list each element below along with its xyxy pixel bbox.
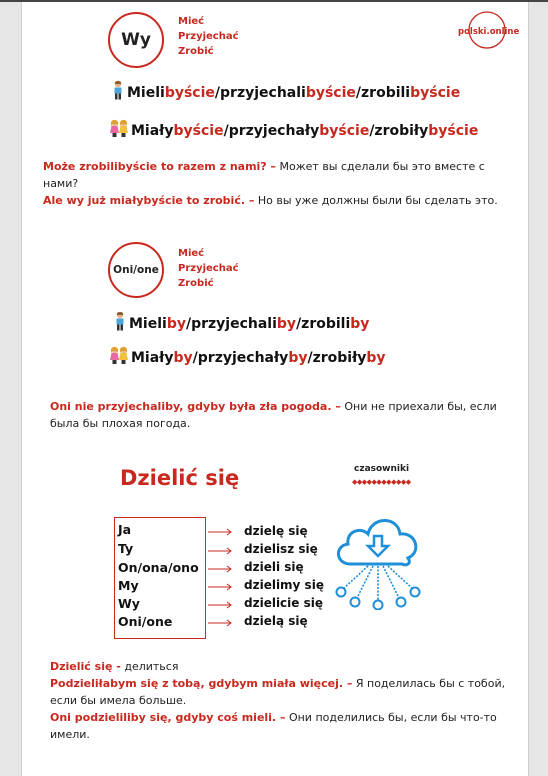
form-ty: dzielisz się [244,542,318,556]
verb-stem: Miały [131,350,174,366]
arrow-right-icon [208,547,234,555]
example-line [50,709,510,743]
russian-translation: Но вы уже должны были бы сделать это. [254,194,498,207]
conditional-ending: by [366,350,386,366]
conditional-ending: by [350,316,370,332]
conditional-ending: by [166,316,186,332]
male-person-icon [113,311,127,335]
pronoun-circle-wy [108,12,164,68]
verb-item: Mieć [178,248,205,259]
pronoun-my: My [118,578,139,593]
verb-item: Zrobić [178,46,214,57]
pronoun-on-ona-ono: On/ona/ono [118,560,199,575]
form-on: dzieli się [244,560,304,574]
document-page [21,2,529,776]
form-wy: dzielicie się [244,596,323,610]
pronoun-label: Oni/one [113,264,159,276]
two-girls-icon [109,345,129,369]
conditional-ending: byście [428,123,479,139]
example-paragraph-3 [50,658,510,743]
conditional-ending: byście [305,85,356,101]
polish-sentence: Oni podzieliliby się, gdyby coś mieli. – [50,711,286,724]
conditional-ending: byście [319,123,370,139]
conjugation-masc-text [127,85,460,101]
polish-sentence: Ale wy już miałybyście to zrobić. – [43,194,255,207]
example-line [43,158,503,192]
pronoun-oni-one: Oni/one [118,614,173,629]
conj-row-masc-1 [111,80,460,104]
conditional-ending: by [276,316,297,332]
verb-stem: /przyjechały [192,350,289,366]
verb-item: Mieć [178,16,205,27]
verb-stem: /przyjechali [185,316,277,332]
conditional-ending: by [173,350,193,366]
verb-stem: /zrobili [296,316,351,332]
verb-title: Dzielić się [120,466,240,490]
arrow-right-icon [208,565,234,573]
two-girls-icon [109,118,129,142]
decorative-dots: ◆◆◆◆◆◆◆◆◆◆◆◆ [352,478,411,486]
polish-sentence: Podzieliłabym się z tobą, gdybym miała więcej. – [50,677,353,690]
arrow-right-icon [208,583,234,591]
russian-translation: Может вы сделали бы это вместе с нами? [43,160,485,190]
male-person-icon [111,80,125,104]
cloud-download-icon [328,506,428,610]
conditional-ending: byście [173,123,224,139]
verb-list-2 [178,246,239,291]
conjugation-fem-text [131,350,386,366]
russian-translation: делиться [120,660,179,673]
polish-sentence: Może zrobilibyście to razem z nami? – [43,160,277,173]
verb-stem: /przyjechali [214,85,306,101]
russian-translation: Они поделились бы, если бы что-то имели. [50,711,497,741]
pronoun-ty: Ty [118,541,134,556]
verb-stem: /zrobili [355,85,411,101]
verb-list-1 [178,14,239,59]
pronoun-circle-oni [108,242,164,298]
form-my: dzielimy się [244,578,324,592]
arrow-right-icon [208,601,234,609]
conj-row-fem-1 [109,118,478,142]
example-paragraph-1 [43,158,503,209]
arrow-right-icon [208,619,234,627]
conjugation-fem-text [131,123,478,139]
pronoun-wy: Wy [118,596,140,611]
polish-sentence: Oni nie przyjechaliby, gdyby była zła pogoda. – [50,400,341,413]
logo-text: polski.online [458,27,520,37]
verb-item: Zrobić [178,278,214,289]
verb-stem: /przyjechały [223,123,320,139]
conditional-ending: byście [410,85,461,101]
verb-stem: Mieli [129,316,167,332]
example-line [50,658,510,675]
verb-stem: /zrobiły [369,123,429,139]
arrow-right-icon [208,528,234,536]
pronoun-ja: Ja [118,522,132,537]
example-paragraph-2 [50,398,510,432]
russian-translation: Они не приехали бы, если была бы плохая погода. [50,400,497,430]
russian-translation: Я поделилась бы с тобой, если бы имела больше. [50,677,506,707]
form-oni: dzielą się [244,614,308,628]
polish-sentence: Dzielić się - [50,660,121,673]
conditional-ending: byście [164,85,215,101]
example-line [50,398,510,432]
conj-row-masc-2 [113,311,369,335]
verb-stem: Mieli [127,85,165,101]
example-line [50,675,510,709]
verb-stem: Miały [131,123,174,139]
form-ja: dzielę się [244,524,308,538]
example-line [43,192,503,209]
verb-item: Przyjechać [178,31,239,42]
pronoun-label: Wy [121,30,151,50]
conjugation-masc-text [129,316,369,332]
conditional-ending: by [288,350,308,366]
verb-item: Przyjechać [178,263,239,274]
verb-stem: /zrobiły [307,350,367,366]
logo [458,10,520,50]
conj-row-fem-2 [109,345,386,369]
category-tag: czasowniki [354,464,410,474]
